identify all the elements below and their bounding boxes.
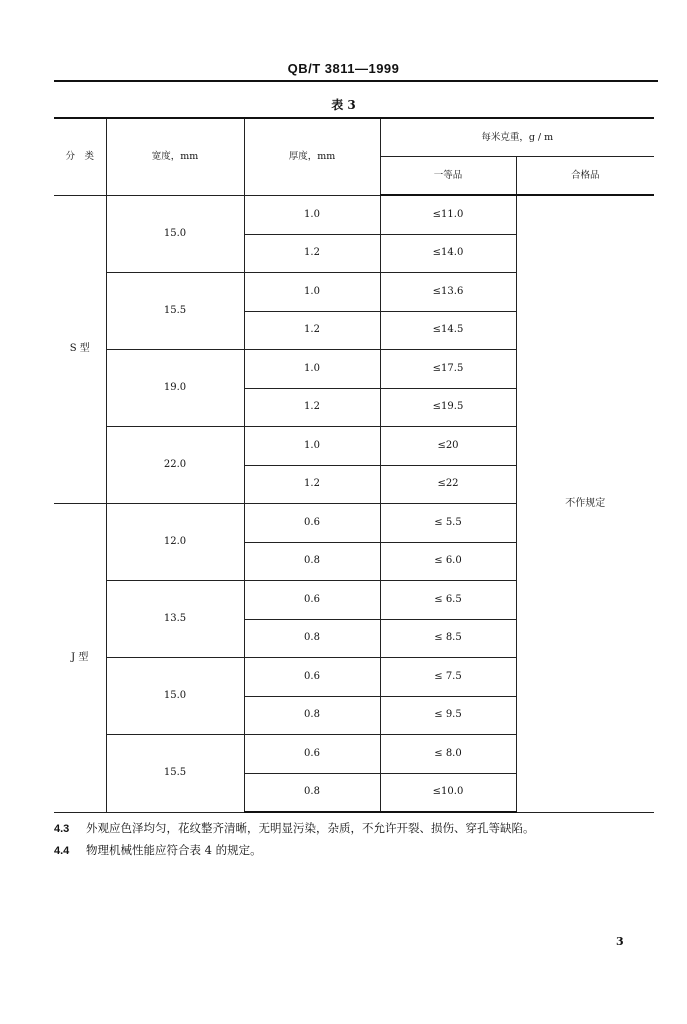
page-number: 3 <box>616 935 624 948</box>
table-title: 表 3 <box>331 98 356 112</box>
cell-width: 12.0 <box>106 504 244 581</box>
cell-mass-first-grade: ≤20 <box>380 427 516 466</box>
cell-width: 15.5 <box>106 273 244 350</box>
cell-thickness: 0.6 <box>244 735 380 774</box>
header-qualified: 合格品 <box>516 157 654 196</box>
header-thickness: 厚度，mm <box>244 118 380 195</box>
header-mass: 每米克重，g / m <box>380 118 654 157</box>
cell-mass-first-grade: ≤10.0 <box>380 773 516 812</box>
cell-width: 15.0 <box>106 658 244 735</box>
cell-thickness: 1.0 <box>244 195 380 234</box>
cell-width: 22.0 <box>106 427 244 504</box>
cell-mass-first-grade: ≤17.5 <box>380 350 516 389</box>
cell-thickness: 0.6 <box>244 504 380 543</box>
cell-mass-qualified: 不作规定 <box>516 195 654 812</box>
cell-mass-first-grade: ≤ 6.0 <box>380 542 516 581</box>
cell-width: 15.5 <box>106 735 244 813</box>
cell-thickness: 1.2 <box>244 388 380 427</box>
cell-thickness: 0.8 <box>244 696 380 735</box>
cell-type: J 型 <box>54 504 106 813</box>
cell-thickness: 1.2 <box>244 465 380 504</box>
cell-mass-first-grade: ≤ 7.5 <box>380 658 516 697</box>
header-category: 分 类 <box>54 118 106 195</box>
clause-text: 外观应色泽均匀，花纹整齐清晰，无明显污染，杂质，不允许开裂、损伤、穿孔等缺陷。 <box>86 821 535 835</box>
cell-mass-first-grade: ≤14.0 <box>380 234 516 273</box>
clause-text: 物理机械性能应符合表 4 的规定。 <box>86 843 262 857</box>
cell-thickness: 1.2 <box>244 234 380 273</box>
table-header <box>54 118 654 195</box>
mass-spec-table <box>54 117 654 813</box>
cell-thickness: 1.0 <box>244 427 380 466</box>
clause-4-3 <box>54 820 535 836</box>
cell-thickness: 0.8 <box>244 619 380 658</box>
header-rule <box>54 80 658 82</box>
cell-mass-first-grade: ≤13.6 <box>380 273 516 312</box>
header-first-grade: 一等品 <box>380 157 516 196</box>
table-body <box>54 195 654 812</box>
cell-thickness: 1.0 <box>244 350 380 389</box>
table-row <box>54 195 654 234</box>
cell-thickness: 0.8 <box>244 773 380 812</box>
cell-width: 19.0 <box>106 350 244 427</box>
clause-4-4 <box>54 842 262 858</box>
standard-code: QB/T 3811—1999 <box>287 61 400 76</box>
cell-type: S 型 <box>54 195 106 504</box>
cell-mass-first-grade: ≤ 8.5 <box>380 619 516 658</box>
header-width: 宽度，mm <box>106 118 244 195</box>
cell-mass-first-grade: ≤ 5.5 <box>380 504 516 543</box>
cell-mass-first-grade: ≤ 8.0 <box>380 735 516 774</box>
cell-mass-first-grade: ≤11.0 <box>380 195 516 234</box>
cell-thickness: 0.6 <box>244 658 380 697</box>
cell-width: 15.0 <box>106 195 244 273</box>
cell-mass-first-grade: ≤19.5 <box>380 388 516 427</box>
cell-width: 13.5 <box>106 581 244 658</box>
cell-thickness: 1.2 <box>244 311 380 350</box>
cell-mass-first-grade: ≤ 9.5 <box>380 696 516 735</box>
cell-mass-first-grade: ≤22 <box>380 465 516 504</box>
cell-thickness: 1.0 <box>244 273 380 312</box>
cell-thickness: 0.8 <box>244 542 380 581</box>
cell-thickness: 0.6 <box>244 581 380 620</box>
clause-number: 4.3 <box>54 823 70 835</box>
cell-mass-first-grade: ≤14.5 <box>380 311 516 350</box>
clause-number: 4.4 <box>54 845 70 857</box>
cell-mass-first-grade: ≤ 6.5 <box>380 581 516 620</box>
